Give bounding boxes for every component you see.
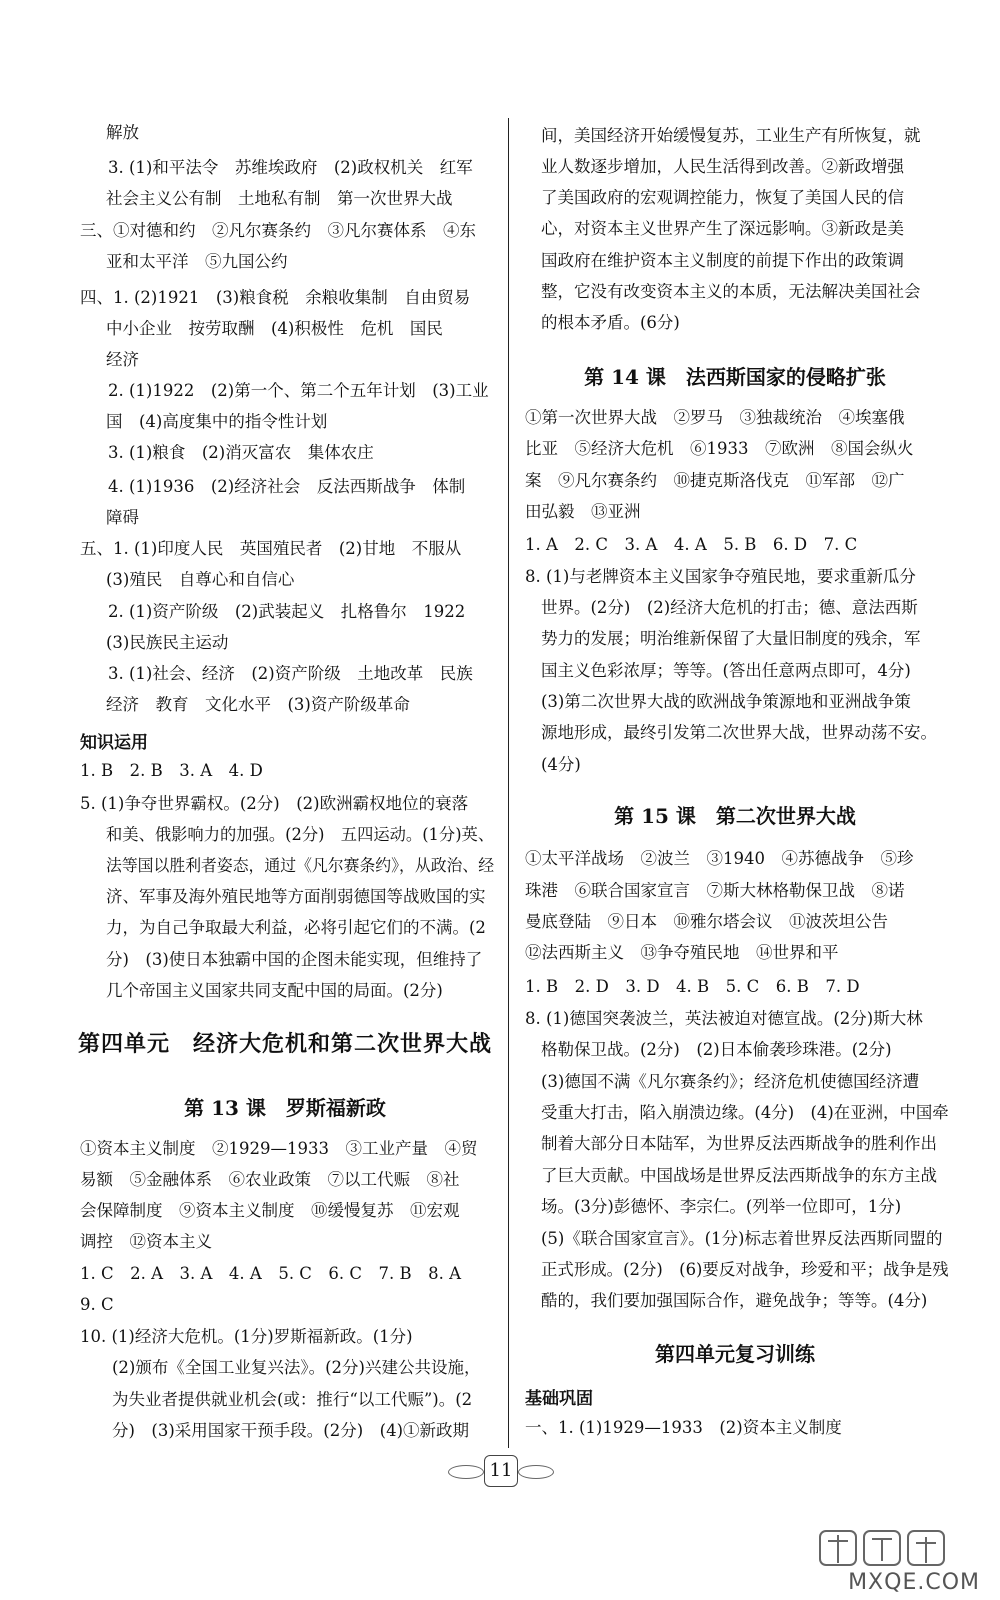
leaf-ornament-icon [518,1465,554,1479]
leaf-ornament-icon [448,1465,484,1479]
unit-title: 第四单元 经济大危机和第二次世界大战 [78,1031,493,1057]
text-line: (5)《联合国家宣言》。(1分)标志着世界反法西斯同盟的 [541,1229,943,1248]
text-line: 的根本矛盾。(6分) [541,313,680,332]
text-line: 为失业者提供就业机会(或：推行“以工代赈”)。(2 [112,1390,473,1409]
watermark-text: MXQE.COM [848,1570,980,1595]
text-line: 势力的发展；明治维新保留了大量旧制度的残余，军 [541,629,921,648]
text-line: 8. (1)德国突袭波兰，英法被迫对德宣战。(2分)斯大林 [525,1009,923,1028]
section-heading: 知识运用 [80,733,148,753]
text-line: 世界。(2分) (2)经济大危机的打击；德、意法西斯 [541,598,918,617]
text-line: 比亚 ⑤经济大危机 ⑥1933 ⑦欧洲 ⑧国会纵火 [525,439,914,458]
text-line: 受重大打击，陷入崩溃边缘。(4分) (4)在亚洲，中国牵 [541,1103,949,1122]
watermark-logo [780,1525,980,1595]
text-line: 田弘毅 ⑬亚洲 [525,502,641,521]
text-line: 国主义色彩浓厚；等等。(答出任意两点即可，4分) [541,661,911,680]
text-line: 一、1. (1)1929—1933 (2)资本主义制度 [525,1418,842,1437]
text-line: 经济 [106,350,139,369]
text-line: 分) (3)采用国家干预手段。(2分) (4)①新政期 [112,1421,470,1440]
text-line: 易额 ⑤金融体系 ⑥农业政策 ⑦以工代赈 ⑧社 [80,1170,460,1189]
text-line: 3. (1)粮食 (2)消灭富农 集体农庄 [108,443,374,462]
text-line: 国政府在维护资本主义制度的前提下作出的政策调 [541,251,904,270]
page-number [448,1455,552,1489]
text-line: 业人数逐步增加，人民生活得到改善。②新政增强 [541,157,904,176]
text-line: 三、①对德和约 ②凡尔赛条约 ③凡尔赛体系 ④东 [80,221,476,240]
text-line: 力，为自己争取最大利益，必将引起它们的不满。(2 [106,918,486,937]
text-line: 8. (1)与老牌资本主义国家争夺殖民地，要求重新瓜分 [525,567,916,586]
text-line: 心，对资本主义世界产生了深远影响。③新政是美 [541,219,904,238]
text-line: (4分) [541,755,581,774]
text-line: 9. C [80,1295,114,1314]
text-line: 解放 [106,123,139,142]
page-number-text: 11 [484,1455,518,1487]
text-line: 社会主义公有制 土地私有制 第一次世界大战 [106,189,453,208]
text-line: ⑫法西斯主义 ⑬争夺殖民地 ⑭世界和平 [525,943,839,962]
lesson-title: 第 13 课 罗斯福新政 [184,1096,386,1120]
text-line: ①太平洋战场 ②波兰 ③1940 ④苏德战争 ⑤珍 [525,849,914,868]
text-line: 调控 ⑫资本主义 [80,1232,212,1251]
column-divider [508,118,509,1448]
text-line: 国 (4)高度集中的指令性计划 [106,412,328,431]
text-line: (2)颁布《全国工业复兴法》。(2分)兴建公共设施， [112,1358,481,1377]
section-heading: 基础巩固 [525,1389,593,1409]
text-line: 几个帝国主义国家共同支配中国的局面。(2分) [106,981,443,1000]
text-line: 了美国政府的宏观调控能力，恢复了美国人民的信 [541,188,904,207]
text-line: 整，它没有改变资本主义的本质，无法解决美国社会 [541,282,921,301]
text-line: 1. B 2. B 3. A 4. D [80,761,263,780]
text-line: 法等国以胜利者姿态，通过《凡尔赛条约》，从政治、经 [106,856,495,875]
text-line: 源地形成，最终引发第二次世界大战，世界动荡不安。 [541,723,937,742]
text-line: 了巨大贡献。中国战场是世界反法西斯战争的东方主战 [541,1166,937,1185]
text-line: 案 ⑨凡尔赛条约 ⑩捷克斯洛伐克 ⑪军部 ⑫广 [525,471,905,490]
text-line: 曼底登陆 ⑨日本 ⑩雅尔塔会议 ⑪波茨坦公告 [525,912,888,931]
text-line: 4. (1)1936 (2)经济社会 反法西斯战争 体制 [108,477,466,496]
lesson-title: 第 14 课 法西斯国家的侵略扩张 [584,365,886,389]
lesson-title: 第 15 课 第二次世界大战 [614,804,856,828]
text-line: 会保障制度 ⑨资本主义制度 ⑩缓慢复苏 ⑪宏观 [80,1201,460,1220]
text-line: 10. (1)经济大危机。(1分)罗斯福新政。(1分) [80,1327,413,1346]
text-line: ①第一次世界大战 ②罗马 ③独裁统治 ④埃塞俄 [525,408,905,427]
text-line: 1. A 2. C 3. A 4. A 5. B 6. D 7. C [525,535,858,554]
text-line: 经济 教育 文化水平 (3)资产阶级革命 [106,695,410,714]
text-line: 珠港 ⑥联合国家宣言 ⑦斯大林格勒保卫战 ⑧诺 [525,881,905,900]
text-line: 3. (1)和平法令 苏维埃政府 (2)政权机关 红军 [108,158,473,177]
text-line: 3. (1)社会、经济 (2)资产阶级 土地改革 民族 [108,664,473,683]
watermark-glyph-icon [780,1525,980,1573]
text-line: 障碍 [106,508,139,527]
text-line: ①资本主义制度 ②1929—1933 ③工业产量 ④贸 [80,1139,478,1158]
text-line: 1. B 2. D 3. D 4. B 5. C 6. B 7. D [525,977,860,996]
text-line: 四、1. (2)1921 (3)粮食税 余粮收集制 自由贸易 [80,288,471,307]
text-line: 5. (1)争夺世界霸权。(2分) (2)欧洲霸权地位的衰落 [80,794,469,813]
text-line: 亚和太平洋 ⑤九国公约 [106,252,288,271]
text-line: (3)民族民主运动 [106,633,229,652]
text-line: 2. (1)资产阶级 (2)武装起义 扎格鲁尔 1922 [108,602,466,621]
text-line: 场。(3分)彭德怀、李宗仁。(列举一位即可，1分) [541,1197,902,1216]
text-line: 格勒保卫战。(2分) (2)日本偷袭珍珠港。(2分) [541,1040,892,1059]
text-line: 间，美国经济开始缓慢复苏，工业生产有所恢复，就 [541,126,921,145]
text-line: (3)德国不满《凡尔赛条约》；经济危机使德国经济遭 [541,1072,920,1091]
lesson-title: 第四单元复习训练 [655,1342,815,1366]
text-line: (3)殖民 自尊心和自信心 [106,570,295,589]
text-line: 正式形成。(2分) (6)要反对战争，珍爱和平；战争是残 [541,1260,949,1279]
text-line: 酷的，我们要加强国际合作，避免战争；等等。(4分) [541,1291,928,1310]
text-line: 2. (1)1922 (2)第一个、第二个五年计划 (3)工业 [108,381,489,400]
text-line: 1. C 2. A 3. A 4. A 5. C 6. C 7. B 8. A [80,1264,462,1283]
text-line: 中小企业 按劳取酬 (4)积极性 危机 国民 [106,319,443,338]
text-line: (3)第二次世界大战的欧洲战争策源地和亚洲战争策 [541,692,911,711]
text-line: 制着大部分日本陆军，为世界反法西斯战争的胜利作出 [541,1134,937,1153]
text-line: 济、军事及海外殖民地等方面削弱德国等战败国的实 [106,887,486,906]
text-line: 和美、俄影响力的加强。(2分) 五四运动。(1分)英、 [106,825,495,844]
text-line: 五、1. (1)印度人民 英国殖民者 (2)甘地 不服从 [80,539,462,558]
text-line: 分) (3)使日本独霸中国的企图未能实现，但维持了 [106,950,483,969]
